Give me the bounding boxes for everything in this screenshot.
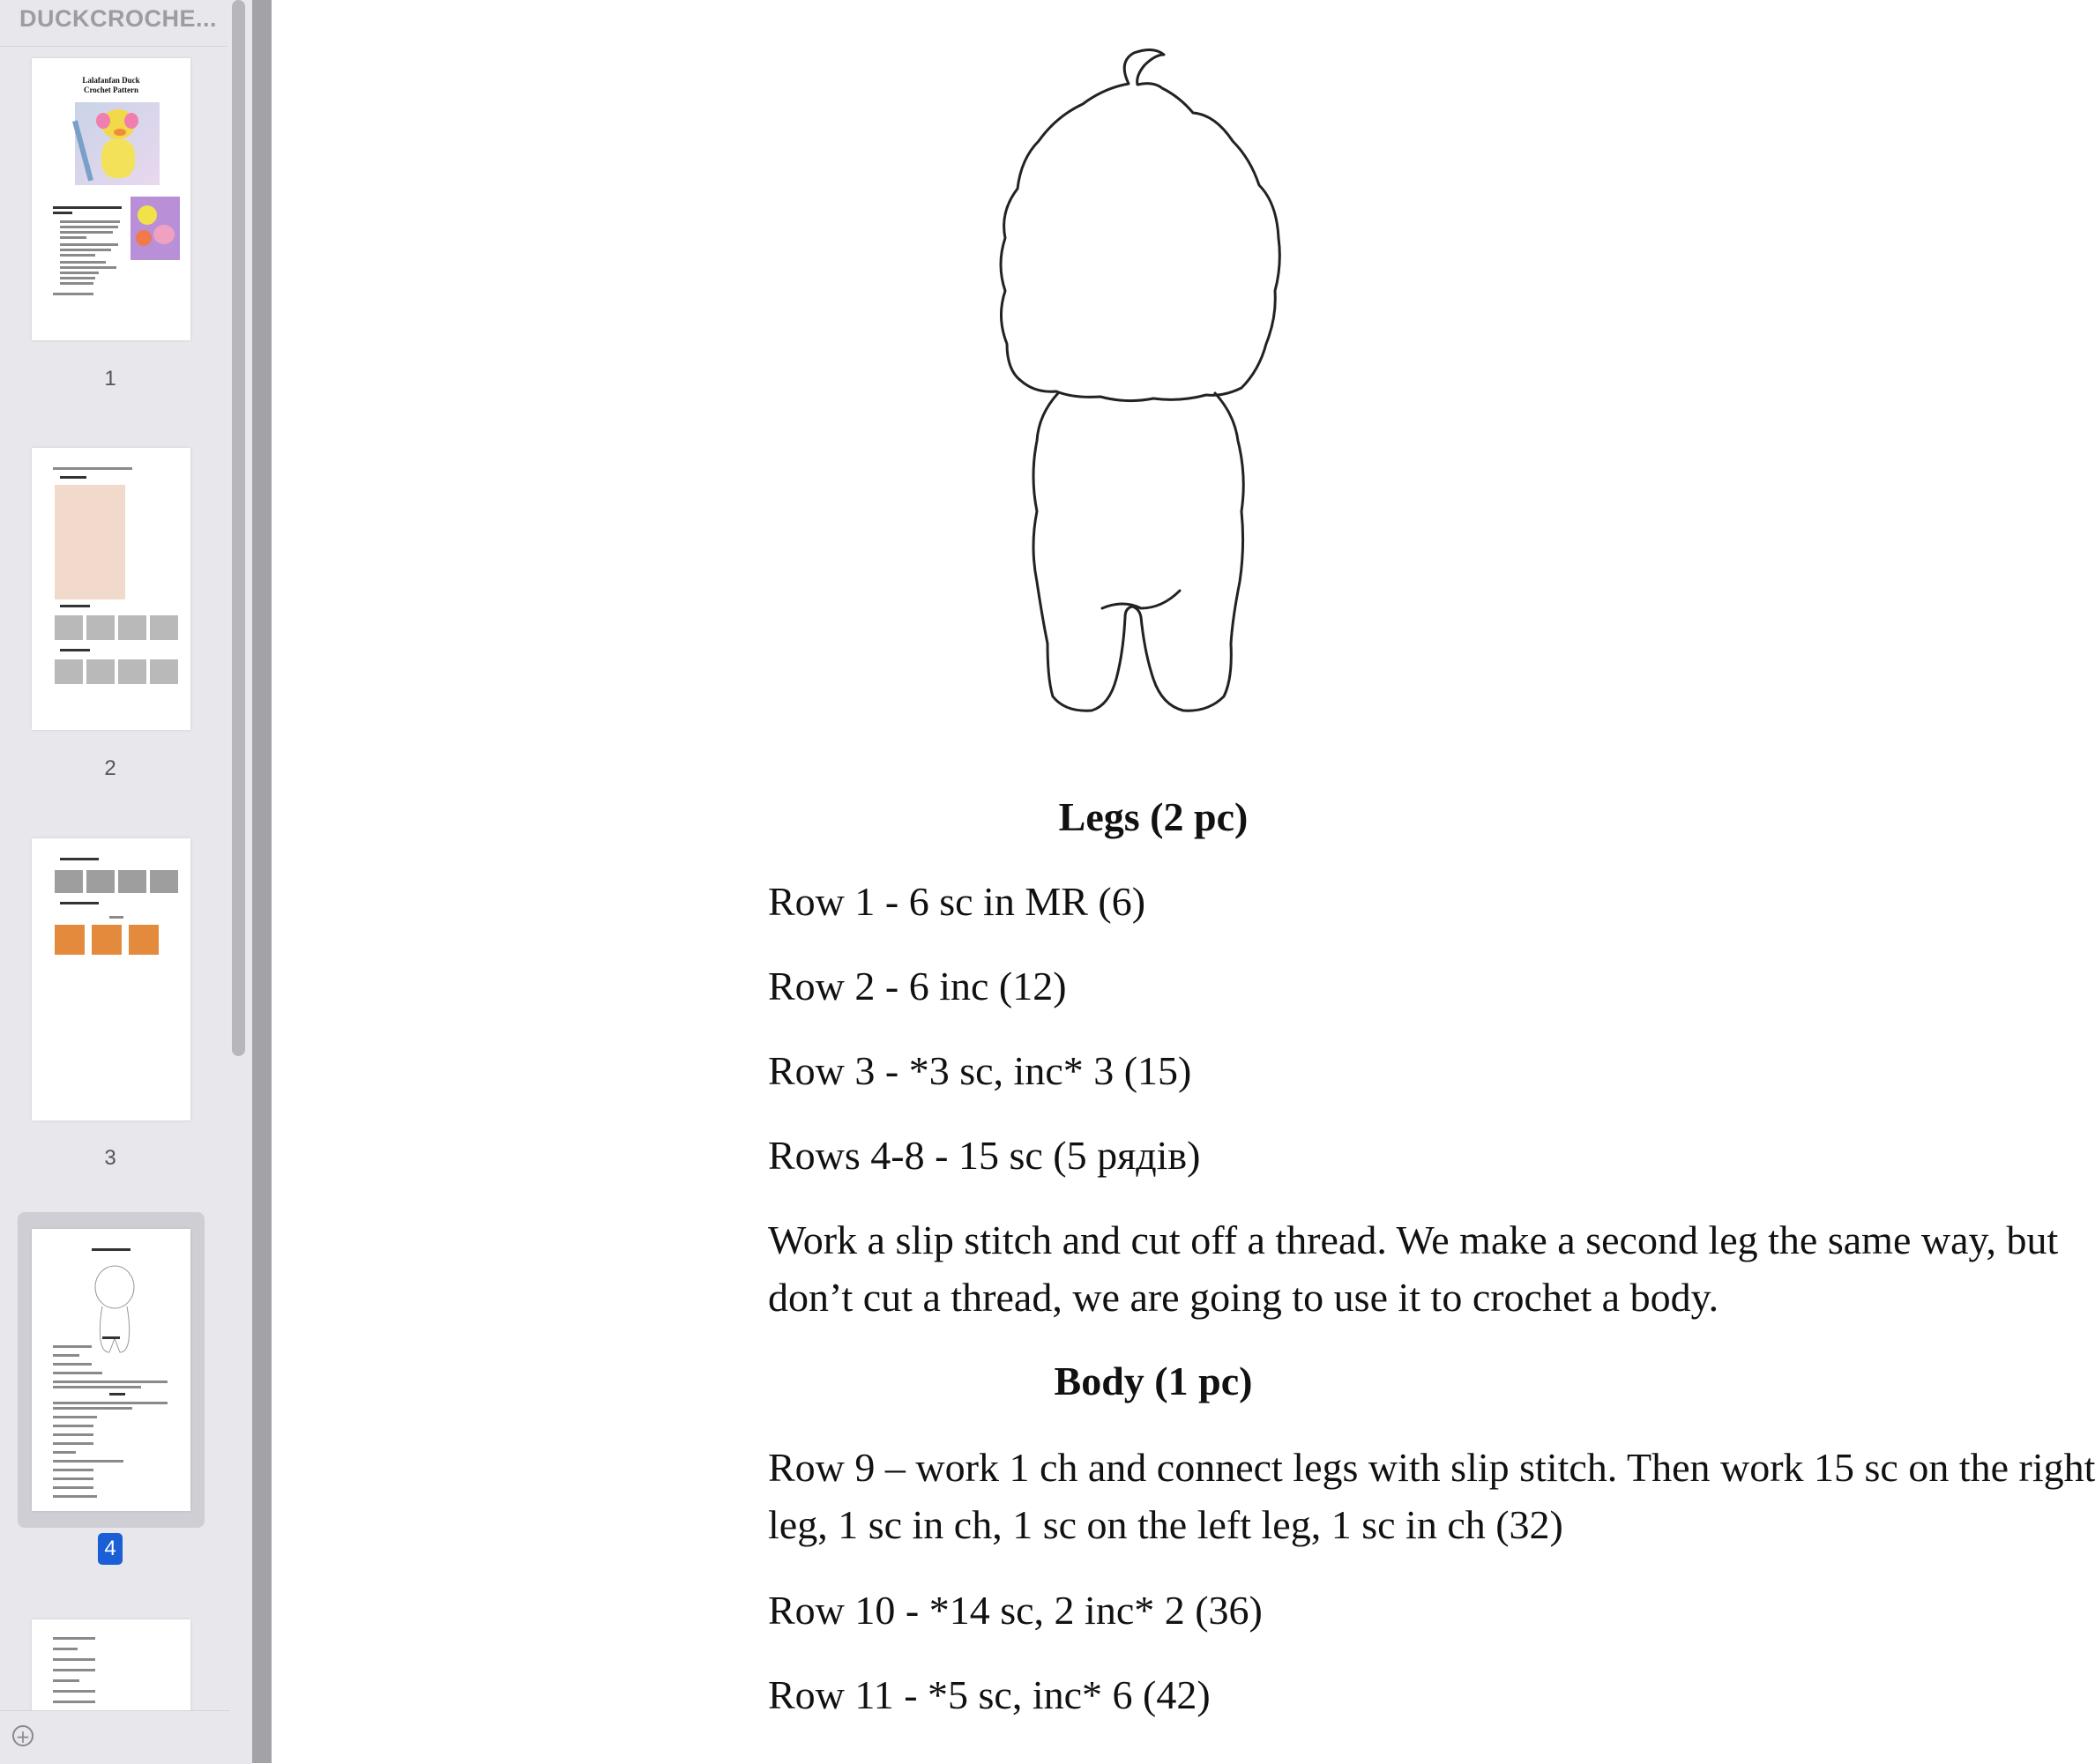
legs-note-line-1: Work a slip stitch and cut off a thread. We make a second leg the same way, but — [768, 1217, 2059, 1262]
inc-photos — [55, 615, 182, 640]
pane-divider[interactable] — [252, 0, 272, 1763]
page-thumbnail-1[interactable] — [32, 58, 190, 340]
document-title: DUCKCROCHE... — [19, 5, 218, 32]
legs-rows-4-8: Rows 4-8 - 15 sc (5 рядів) — [768, 1133, 1201, 1178]
body-row-10: Row 10 - *14 sc, 2 inc* 2 (36) — [768, 1588, 1263, 1633]
thumbnail-title — [32, 76, 190, 95]
thumbnail-sidebar — [0, 0, 252, 1763]
dec-photos — [55, 659, 182, 684]
sc-photos — [55, 870, 182, 893]
thumbnail-title-line-1: Lalafanfan Duck — [82, 76, 140, 85]
page-thumbnail-3[interactable] — [32, 838, 190, 1120]
page-number-2: 2 — [104, 756, 116, 780]
page-thumbnail-4[interactable] — [32, 1229, 190, 1511]
slip-stitch-photos — [55, 925, 160, 955]
body-row-9-line-1: Row 9 – work 1 ch and connect legs with slip stitch. Then work 15 sc on the right — [768, 1445, 2095, 1490]
legs-row-1: Row 1 - 6 sc in MR (6) — [768, 879, 1146, 924]
legs-note-line-2: don’t cut a thread, we are going to use it to crochet a body. — [768, 1275, 1719, 1320]
page-number-1: 1 — [104, 367, 116, 391]
legs-row-3: Row 3 - *3 sc, inc* 3 (15) — [768, 1048, 1192, 1093]
magic-ring-photo — [55, 485, 125, 599]
page-thumbnail-2[interactable] — [32, 448, 190, 730]
legs-heading: Legs (2 pc) — [1058, 794, 1249, 839]
toy-photo — [130, 197, 180, 260]
duck-body-outline — [272, 0, 1763, 741]
legs-row-2: Row 2 - 6 inc (12) — [768, 964, 1067, 1009]
page-number-4: 4 — [98, 1533, 123, 1565]
divider — [0, 46, 227, 47]
document-page — [272, 0, 2095, 1763]
plus-circle-icon[interactable]: + — [12, 1725, 34, 1746]
sidebar-scrollbar-thumb[interactable] — [232, 0, 245, 1056]
sidebar-footer — [0, 1710, 252, 1764]
body-row-11: Row 11 - *5 sc, inc* 6 (42) — [768, 1672, 1211, 1717]
body-heading: Body (1 pc) — [1054, 1358, 1253, 1403]
duck-photo — [75, 102, 160, 185]
page-number-3: 3 — [104, 1146, 116, 1170]
page-thumbnail-5[interactable] — [32, 1619, 190, 1725]
thumbnail-title-line-2: Crochet Pattern — [83, 86, 139, 94]
body-row-9-line-2: leg, 1 sc in ch, 1 sc on the left leg, 1 sc in ch (32) — [768, 1502, 1563, 1547]
